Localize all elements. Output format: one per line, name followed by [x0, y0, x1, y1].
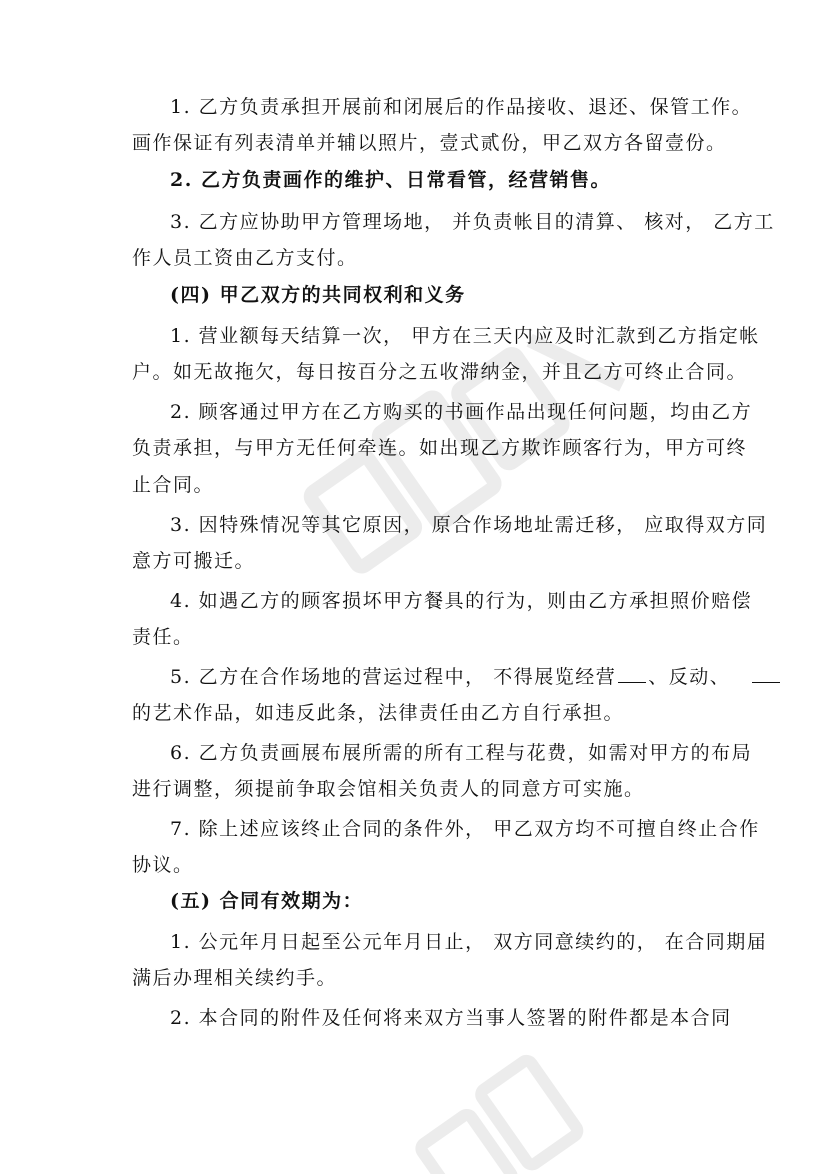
paragraph-line: 6. 乙方负责画展布展所需的所有工程与花费，如需对甲方的布局	[170, 742, 753, 764]
paragraph-line: 的艺术作品，如违反此条，法律责任由乙方自行承担。	[132, 702, 625, 724]
paragraph-line: 止合同。	[132, 474, 215, 496]
paragraph-line: 协议。	[132, 854, 194, 876]
paragraph-line: 4. 如遇乙方的顾客损坏甲方餐具的行为，则由乙方承担照价赔偿	[170, 590, 753, 612]
blank-field	[618, 668, 646, 683]
doc-watermark-corner-icon	[380, 1050, 640, 1174]
paragraph-line: 作人员工资由乙方支付。	[132, 247, 358, 269]
paragraph-line: 3. 乙方应协助甲方管理场地， 并负责帐目的清算、 核对， 乙方工	[170, 211, 775, 233]
section-heading: (五) 合同有效期为：	[170, 890, 364, 912]
paragraph-text: 5. 乙方在合作场地的营运过程中， 不得展览经营	[170, 666, 617, 688]
paragraph-line: 满后办理相关续约手。	[132, 967, 338, 989]
paragraph-line	[170, 662, 782, 689]
paragraph-line: 1. 乙方负责承担开展前和闭展后的作品接收、退还、保管工作。	[170, 96, 753, 118]
paragraph-line: 进行调整，须提前争取会馆相关负责人的同意方可实施。	[132, 778, 645, 800]
bold-paragraph-line: 2. 乙方负责画作的维护、日常看管，经营销售。	[170, 169, 611, 191]
paragraph-line: 1. 公元年月日起至公元年月日止， 双方同意续约的， 在合同期届	[170, 931, 768, 953]
paragraph-line: 2. 顾客通过甲方在乙方购买的书画作品出现任何问题，均由乙方	[170, 401, 753, 423]
paragraph-line: 3. 因特殊情况等其它原因， 原合作场地址需迁移， 应取得双方同	[170, 514, 768, 536]
paragraph-line: 画作保证有列表清单并辅以照片，壹式贰份，甲乙双方各留壹份。	[132, 132, 727, 154]
paragraph-line: 责任。	[132, 626, 194, 648]
paragraph-line: 户。如无故拖欠，每日按百分之五收滞纳金，并且乙方可终止合同。	[132, 361, 748, 383]
blank-field	[752, 668, 780, 683]
paragraph-line: 1. 营业额每天结算一次， 甲方在三天内应及时汇款到乙方指定帐	[170, 325, 760, 347]
paragraph-line: 7. 除上述应该终止合同的条件外， 甲乙双方均不可擅自终止合作	[170, 818, 760, 840]
paragraph-line: 意方可搬迁。	[132, 550, 256, 572]
paragraph-line: 负责承担，与甲方无任何牵连。如出现乙方欺诈顾客行为，甲方可终	[132, 437, 748, 459]
paragraph-text: 、反动、	[648, 666, 731, 688]
section-heading: (四) 甲乙双方的共同权利和义务	[170, 284, 466, 306]
paragraph-line: 2. 本合同的附件及任何将来双方当事人签署的附件都是本合同	[170, 1007, 732, 1029]
